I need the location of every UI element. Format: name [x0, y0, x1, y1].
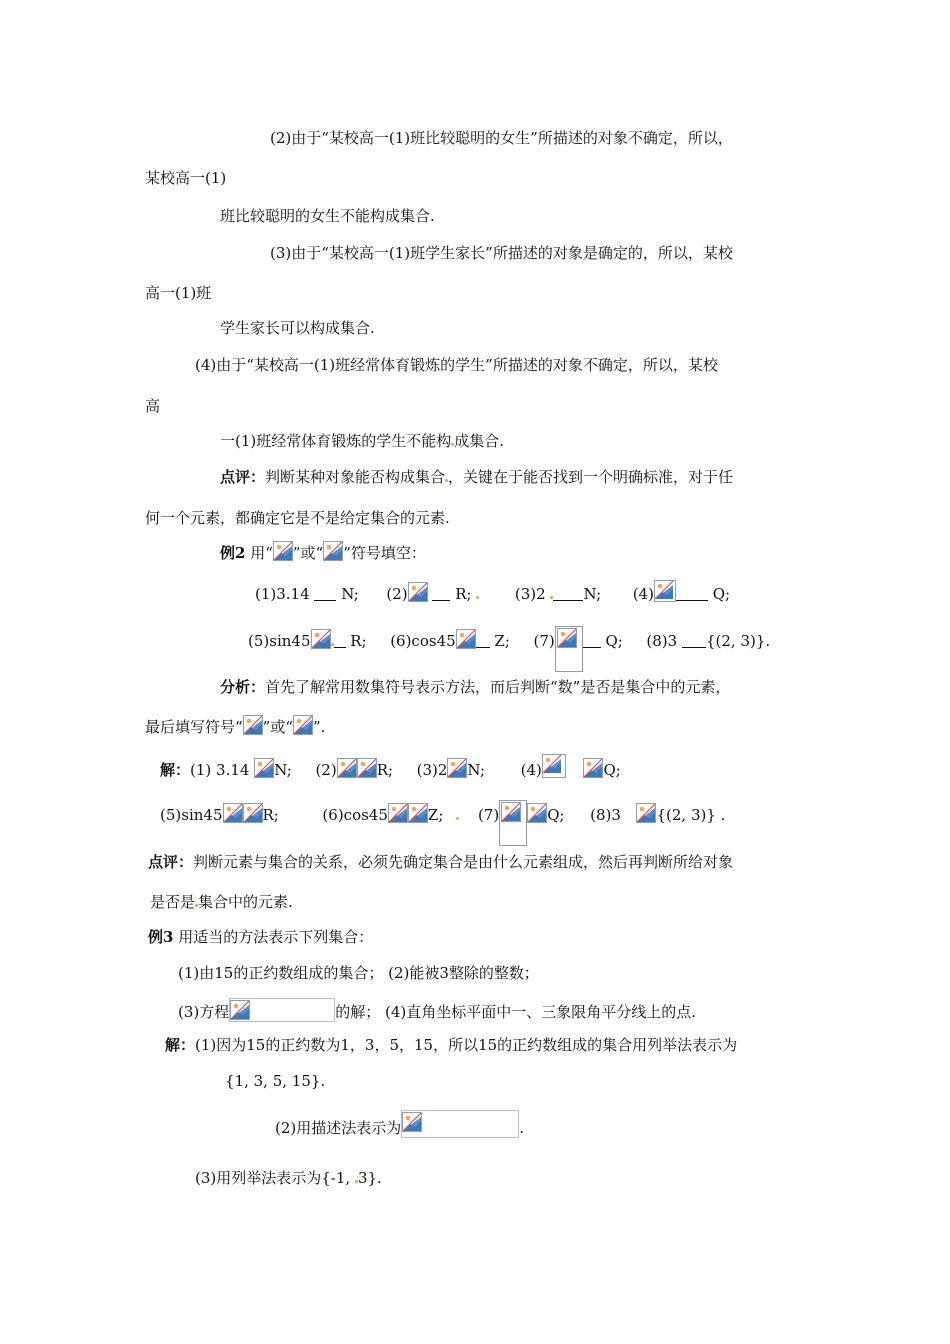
text-segment: R;	[450, 585, 472, 603]
question-line	[255, 580, 730, 604]
text-segment: (3)2	[416, 761, 448, 779]
question-item: (6)cos45	[390, 632, 456, 650]
text-line: (2)由于“某校高一(1)班比较聪明的女生”所描述的对象不确定，所以，	[270, 129, 733, 147]
blank	[682, 633, 706, 648]
text-segment: N;	[336, 585, 359, 603]
text-segment: (3)用列举法表示为{-1,	[195, 1169, 355, 1187]
text-segment: ”或“	[262, 718, 294, 736]
comment-line	[148, 852, 733, 872]
broken-image-icon	[293, 715, 313, 735]
example-heading	[148, 927, 373, 947]
comment-label: 点评：	[148, 853, 194, 871]
text-segment: ”符号填空：	[343, 544, 426, 562]
broken-image-icon	[254, 758, 274, 778]
image-frame	[229, 998, 335, 1022]
text-line: 高	[145, 397, 161, 415]
marker-dot	[476, 596, 479, 599]
text-line: (4)由于“某校高一(1)班经常体育锻炼的学生”所描述的对象不确定，所以，某校	[195, 356, 718, 374]
example-label: 例3	[148, 928, 174, 946]
text-segment: 用“	[245, 544, 273, 562]
broken-image-icon	[273, 541, 293, 561]
blank	[676, 586, 708, 601]
text-segment: (8)3	[590, 806, 621, 824]
broken-image-icon	[501, 802, 521, 822]
broken-image-icon	[223, 803, 243, 823]
text-segment: {(2, 3)}.	[705, 632, 771, 650]
blank	[583, 633, 601, 648]
blank	[476, 633, 490, 648]
text-segment: 首先了解常用数集符号表示方法，而后判断“数”是否是集合中的元素，	[265, 678, 731, 696]
broken-image-icon	[323, 541, 343, 561]
text-line	[220, 431, 504, 451]
text-segment: N;	[583, 585, 602, 603]
text-segment: (6)cos45	[322, 806, 388, 824]
text-segment: 用适当的方法表示下列集合：	[173, 928, 374, 946]
broken-image-icon	[456, 629, 476, 649]
example-heading	[220, 541, 426, 563]
analysis-label: 分析：	[220, 678, 266, 696]
broken-image-icon	[402, 1112, 422, 1132]
text-segment: R;	[345, 632, 367, 650]
text-segment: Q;	[603, 761, 621, 779]
question-item: (1)3.14	[255, 585, 315, 603]
text-segment: 3}.	[357, 1169, 382, 1187]
text-segment: .	[519, 1119, 525, 1137]
broken-image-icon	[542, 754, 566, 778]
question-item: (3)2	[514, 585, 546, 603]
image-frame	[555, 626, 583, 672]
question-item: (8)3	[646, 632, 682, 650]
solution-line	[160, 754, 621, 780]
blank	[553, 586, 583, 601]
text-segment: 的解； (4)直角坐标平面中一、三象限角平分线上的点.	[335, 1003, 697, 1021]
broken-image-icon	[447, 758, 467, 778]
text-line	[178, 998, 696, 1022]
text-segment: (2)	[315, 761, 337, 779]
broken-image-icon	[337, 758, 357, 778]
comment-label: 点评：	[220, 468, 266, 486]
solution-label: 解：	[165, 1036, 196, 1054]
text-line: 学生家长可以构成集合.	[220, 319, 375, 337]
text-segment: Z;	[489, 632, 510, 650]
text-line: (3)由于“某校高一(1)班学生家长”所描述的对象是确定的，所以，某校	[270, 244, 733, 262]
text-segment: R;	[376, 761, 394, 779]
text-line: (1)由15的正约数组成的集合； (2)能被3整除的整数；	[178, 964, 539, 982]
broken-image-icon	[243, 803, 263, 823]
image-frame	[499, 800, 527, 846]
solution-line	[165, 1035, 737, 1055]
text-segment: 集合中的元素.	[198, 893, 293, 911]
question-item: (5)sin45	[248, 632, 311, 650]
text-segment: ，关键在于能否找到一个明确标准，对于任	[448, 468, 734, 486]
text-segment: Z;	[427, 806, 444, 824]
text-line: {1, 3, 5, 15}.	[225, 1072, 326, 1090]
analysis-line	[220, 677, 730, 697]
broken-image-icon	[408, 803, 428, 823]
text-segment: Q;	[707, 585, 731, 603]
text-segment: Q;	[600, 632, 623, 650]
text-segment: (1) 3.14	[190, 761, 250, 779]
text-line	[195, 1168, 382, 1188]
broken-image-icon	[408, 582, 428, 602]
text-segment: 成集合.	[454, 432, 505, 450]
text-line: 某校高一(1)	[145, 169, 227, 187]
text-segment: (5)sin45	[160, 806, 223, 824]
broken-image-icon	[243, 715, 263, 735]
text-segment: R;	[262, 806, 279, 824]
text-segment: N;	[467, 761, 486, 779]
text-segment: 最后填写符号“	[145, 718, 243, 736]
question-item: (2)	[386, 585, 408, 603]
broken-image-icon	[654, 580, 676, 602]
question-item: (7)	[533, 632, 555, 650]
text-segment: (7)	[477, 806, 500, 824]
text-segment: {(2, 3)} .	[656, 806, 726, 824]
broken-image-icon	[636, 803, 656, 823]
marker-dot	[456, 817, 459, 820]
solution-label: 解：	[160, 761, 191, 779]
broken-image-icon	[583, 758, 603, 778]
text-segment: N;	[274, 761, 292, 779]
example-label: 例2	[220, 544, 246, 562]
text-segment: ”.	[313, 718, 326, 736]
text-line	[150, 892, 293, 912]
broken-image-icon	[311, 629, 331, 649]
image-frame	[401, 1110, 519, 1138]
question-item: (4)	[632, 585, 654, 603]
text-line	[145, 715, 325, 737]
text-segment: 一(1)班经常体育锻炼的学生不能构	[220, 432, 452, 450]
text-segment: (3)方程	[178, 1003, 230, 1021]
blank	[314, 586, 336, 601]
broken-image-icon	[527, 803, 547, 823]
text-segment: (4)	[520, 761, 542, 779]
blank	[432, 586, 450, 601]
blank	[334, 633, 346, 648]
text-line: 班比较聪明的女生不能构成集合.	[220, 207, 435, 225]
text-segment: 判断元素与集合的关系，必须先确定集合是由什么元素组成，然后再判断所给对象	[193, 853, 734, 871]
broken-image-icon	[357, 758, 377, 778]
question-line	[248, 626, 770, 672]
solution-line	[160, 800, 725, 846]
broken-image-icon	[388, 803, 408, 823]
text-line: 高一(1)班	[145, 284, 212, 302]
text-segment: 判断某种对象能否构成集合	[265, 468, 446, 486]
broken-image-icon	[557, 628, 577, 648]
comment-line	[220, 467, 733, 487]
text-line	[275, 1110, 524, 1138]
text-segment: (2)用描述法表示为	[275, 1119, 402, 1137]
text-segment: ”或“	[292, 544, 324, 562]
text-segment: Q;	[547, 806, 565, 824]
text-line: 何一个元素，都确定它是不是给定集合的元素.	[145, 509, 450, 527]
broken-image-icon	[230, 1000, 250, 1020]
text-segment: 是否是	[150, 893, 196, 911]
text-segment: (1)因为15的正约数为1，3，5，15，所以15的正约数组成的集合用列举法表示为	[195, 1036, 738, 1054]
